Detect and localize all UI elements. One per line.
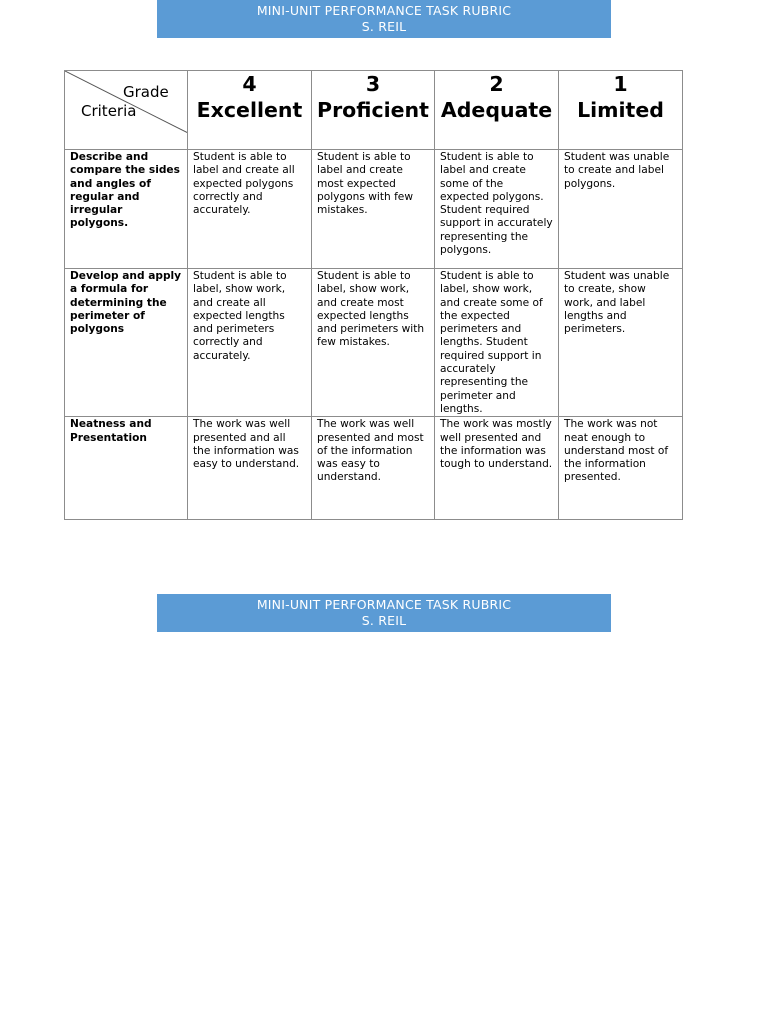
banner-author: S. REIL	[361, 613, 407, 628]
title-banner-bottom	[157, 594, 611, 632]
criterion-cell: Describe and compare the sides and angles of regular and irregular polygons.	[65, 150, 188, 269]
description-cell: Student is able to label and create most expected polygons with few mistakes.	[312, 150, 435, 269]
grade-label: Adequate	[440, 98, 553, 122]
description-cell: Student is able to label, show work, and create most expected lengths and perimeters with few mistakes.	[312, 269, 435, 417]
header-row	[65, 71, 683, 150]
title-banner	[157, 0, 611, 38]
description-cell: Student is able to label, show work, and create some of the expected perimeters and lengths. Student required support in accurately representing the perimeter and lengths.	[435, 269, 559, 417]
description-cell: Student is able to label and create some of the expected polygons. Student required support in accurately representing the polygons.	[435, 150, 559, 269]
corner-grade-label: Grade	[123, 83, 169, 101]
grade-number: 3	[365, 72, 381, 96]
grade-number: 1	[613, 72, 628, 96]
table-row	[65, 417, 683, 520]
grade-number: 2	[489, 72, 504, 96]
grade-header-4	[188, 71, 312, 150]
table-row	[65, 269, 683, 417]
grade-label: Limited	[577, 98, 664, 122]
description-cell: Student was unable to create and label polygons.	[559, 150, 683, 269]
grade-number: 4	[242, 72, 257, 96]
corner-cell	[65, 71, 188, 150]
grade-header-2	[435, 71, 559, 150]
description-cell: The work was well presented and all the information was easy to understand.	[188, 417, 312, 520]
grade-label: Excellent	[196, 98, 303, 122]
corner-criteria-label: Criteria	[81, 102, 137, 120]
description-cell: Student was unable to create, show work, and label lengths and perimeters.	[559, 269, 683, 417]
description-cell: Student is able to label and create all expected polygons correctly and accurately.	[188, 150, 312, 269]
grade-label: Proficient	[317, 98, 429, 122]
criterion-cell: Neatness and Presentation	[65, 417, 188, 520]
criterion-cell: Develop and apply a formula for determining the perimeter of polygons	[65, 269, 188, 417]
banner-author: S. REIL	[361, 19, 407, 34]
description-cell: The work was mostly well presented and the information was tough to understand.	[435, 417, 559, 520]
table-row	[65, 150, 683, 269]
banner-title: MINI-UNIT PERFORMANCE TASK RUBRIC	[256, 3, 512, 18]
grade-header-3	[312, 71, 435, 150]
description-cell: The work was well presented and most of the information was easy to understand.	[312, 417, 435, 520]
rubric-table	[64, 70, 683, 520]
description-cell: The work was not neat enough to understand most of the information presented.	[559, 417, 683, 520]
grade-header-1	[559, 71, 683, 150]
description-cell: Student is able to label, show work, and create all expected lengths and perimeters correctly and accurately.	[188, 269, 312, 417]
banner-title: MINI-UNIT PERFORMANCE TASK RUBRIC	[256, 597, 512, 612]
